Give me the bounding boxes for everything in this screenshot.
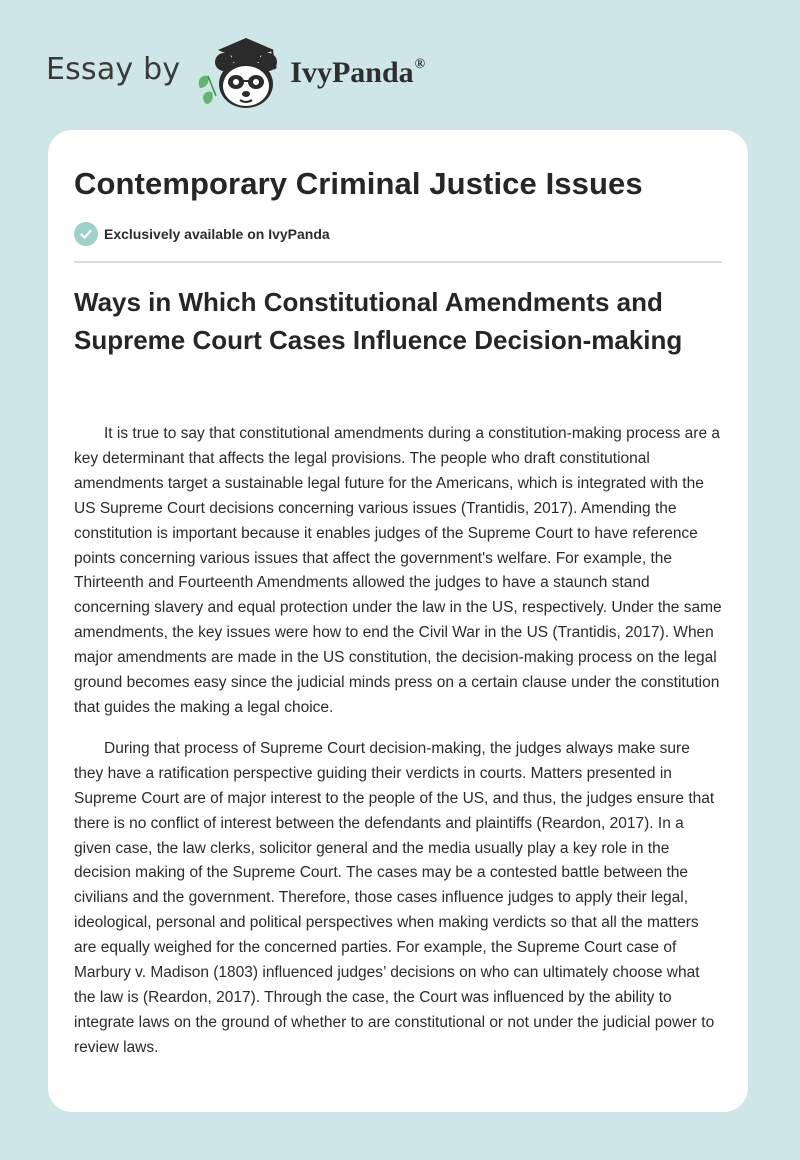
page-title: Contemporary Criminal Justice Issues <box>74 166 643 201</box>
exclusive-label: Exclusively available on IvyPanda <box>104 226 330 242</box>
checkmark-graphic <box>79 227 93 241</box>
check-circle-icon <box>74 222 98 246</box>
brand-name-text: IvyPanda <box>290 56 414 89</box>
essay-card <box>48 130 748 1112</box>
section-heading: Ways in Which Constitutional Amendments and Supreme Court Cases Influence Decision-making <box>74 287 683 355</box>
brand-name[interactable] <box>290 56 425 90</box>
paragraph: It is true to say that constitutional amendments during a constitution-making process are a key determinant that affects the legal provisions. The people who draft constitutional amendments target a sustainable legal future for the Americans, which is integrated with the US Supreme Court decisions concerning various issues (Trantidis, 2017). Amending the constitution is important because it enables judges of the Supreme Court to have reference points concerning various issues that affect the government's welfare. For example, the Thirteenth and Fourteenth Amendments allowed the judges to have a staunch stand concerning slavery and equal protection under the law in the US, respectively. Under the same amendments, the key issues were how to end the Civil War in the US (Trantidis, 2017). When major amendments are made in the US constitution, the decision-making process on the legal ground becomes easy since the judicial minds press on a certain clause under the constitution that guides the making a legal choice. <box>74 425 722 716</box>
paragraph: During that process of Supreme Court decision-making, the judges always make sure they have a ratification perspective guiding their verdicts in courts. Matters presented in Supreme Court are of major interest to the people of the US, and thus, the judges ensure that there is no conflict of interest between the defendants and plaintiffs (Reardon, 2017). In a given case, the law clerks, solicitor general and the media usually play a key role in the decision making of the Supreme Court. The cases may be a contested battle between the civilians and the government. Therefore, those cases influence judges to apply their legal, ideological, personal and political perspectives when making verdicts so that all the matters are equally weighed for the concerned parties. For example, the Supreme Court case of Marbury v. Madison (1803) influenced judges’ decisions on who can ultimately choose what the law is (Reardon, 2017). Through the case, the Court was influenced by the ability to integrate laws on the ground of whether to are constitutional or not under the judicial power to review laws. <box>74 739 715 1056</box>
brand-prefix: Essay by <box>46 51 181 87</box>
panda-graduate-icon[interactable] <box>194 32 286 112</box>
registered-mark: ® <box>414 57 426 72</box>
panda-logo-graphic <box>194 32 286 112</box>
title-divider <box>74 261 722 263</box>
exclusive-badge <box>74 222 330 246</box>
brand-header <box>46 32 425 112</box>
essay-body <box>74 422 722 1077</box>
